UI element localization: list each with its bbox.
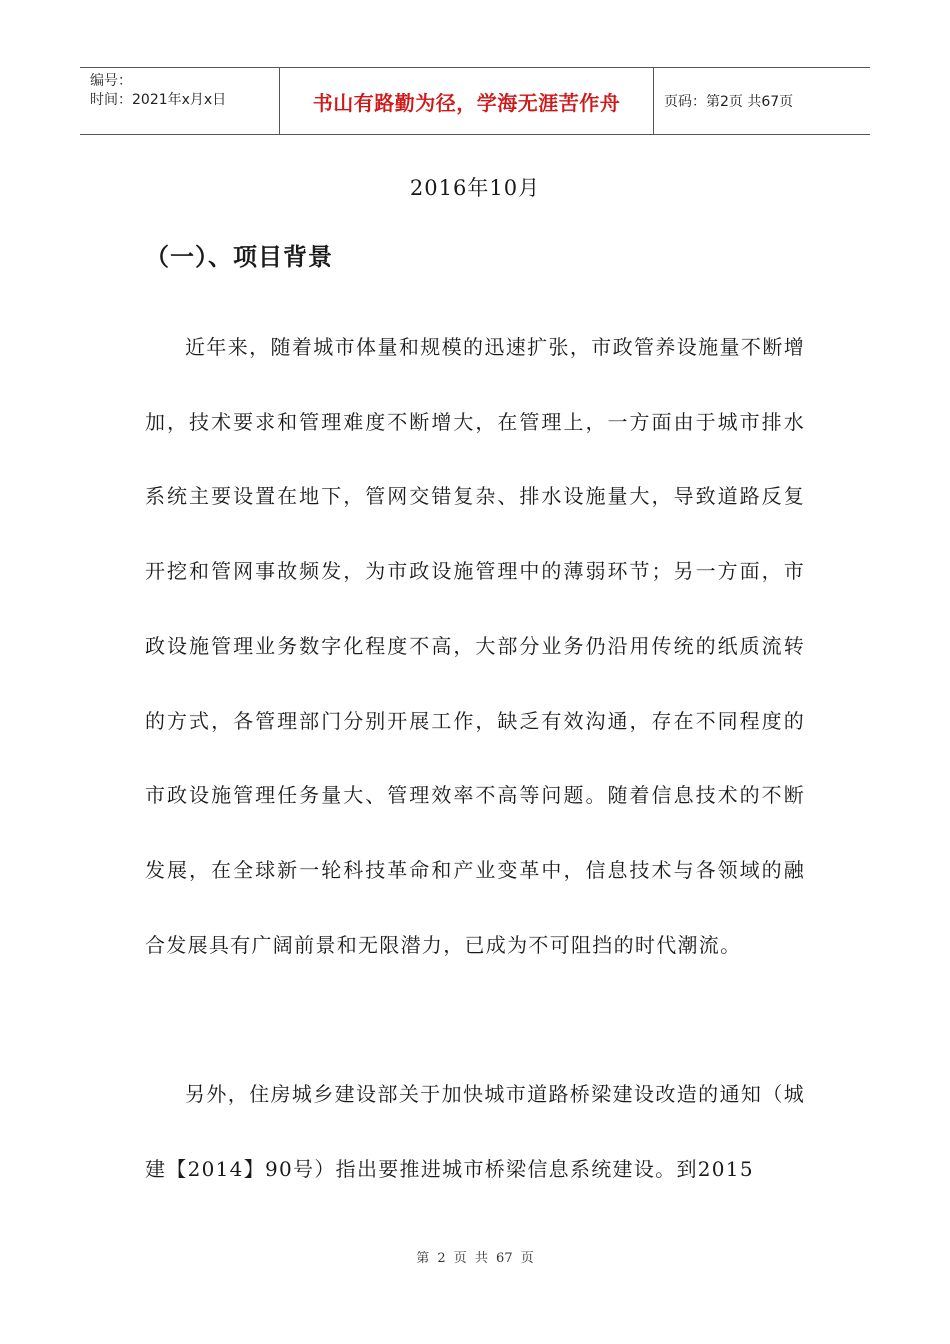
header-page-info: 页码：第2页 共67页 — [664, 94, 794, 110]
header-motto: 书山有路勤为径，学海无涯苦作舟 — [312, 90, 621, 115]
body-paragraph: 近年来，随着城市体量和规模的迅速扩张，市政管养设施量不断增加，技术要求和管理难度不断增大，在管理上，一方面由于城市排水系统主要设置在地下，管网交错复杂、排水设施量大，导致道路反复开挖和管网事故频发，为市政设施管理中的薄弱环节；另一方面，市政设施管理业务数字化程度不高，大部分业务仍沿用传统的纸质流转的方式，各管理部门分别开展工作，缺乏有效沟通，存在不同程度的市政设施管理任务量大、管理效率不高等问题。随着信息技术的不断发展，在全球新一轮科技革命和产业变革中，信息技术与各领域的融合发展具有广阔前景和无限潜力，已成为不可阻挡的时代潮流。 — [145, 335, 805, 957]
section-heading: （一）、项目背景 — [145, 243, 333, 271]
document-time: 时间：2021年x月x日 — [90, 92, 227, 108]
document-date: 2016年10月 — [409, 176, 541, 200]
header-motto-cell — [280, 68, 654, 134]
body-paragraph: 另外，住房城乡建设部关于加快城市道路桥梁建设改造的通知（城建【2014】90号）指出要推进城市桥梁信息系统建设。到2015 — [145, 1082, 805, 1181]
page-footer: 第 2 页 共 67 页 — [416, 1251, 534, 1266]
header-meta-cell — [80, 68, 280, 134]
header-page-cell — [654, 68, 870, 134]
page-header — [80, 67, 870, 135]
document-number-label: 编号： — [90, 73, 132, 89]
